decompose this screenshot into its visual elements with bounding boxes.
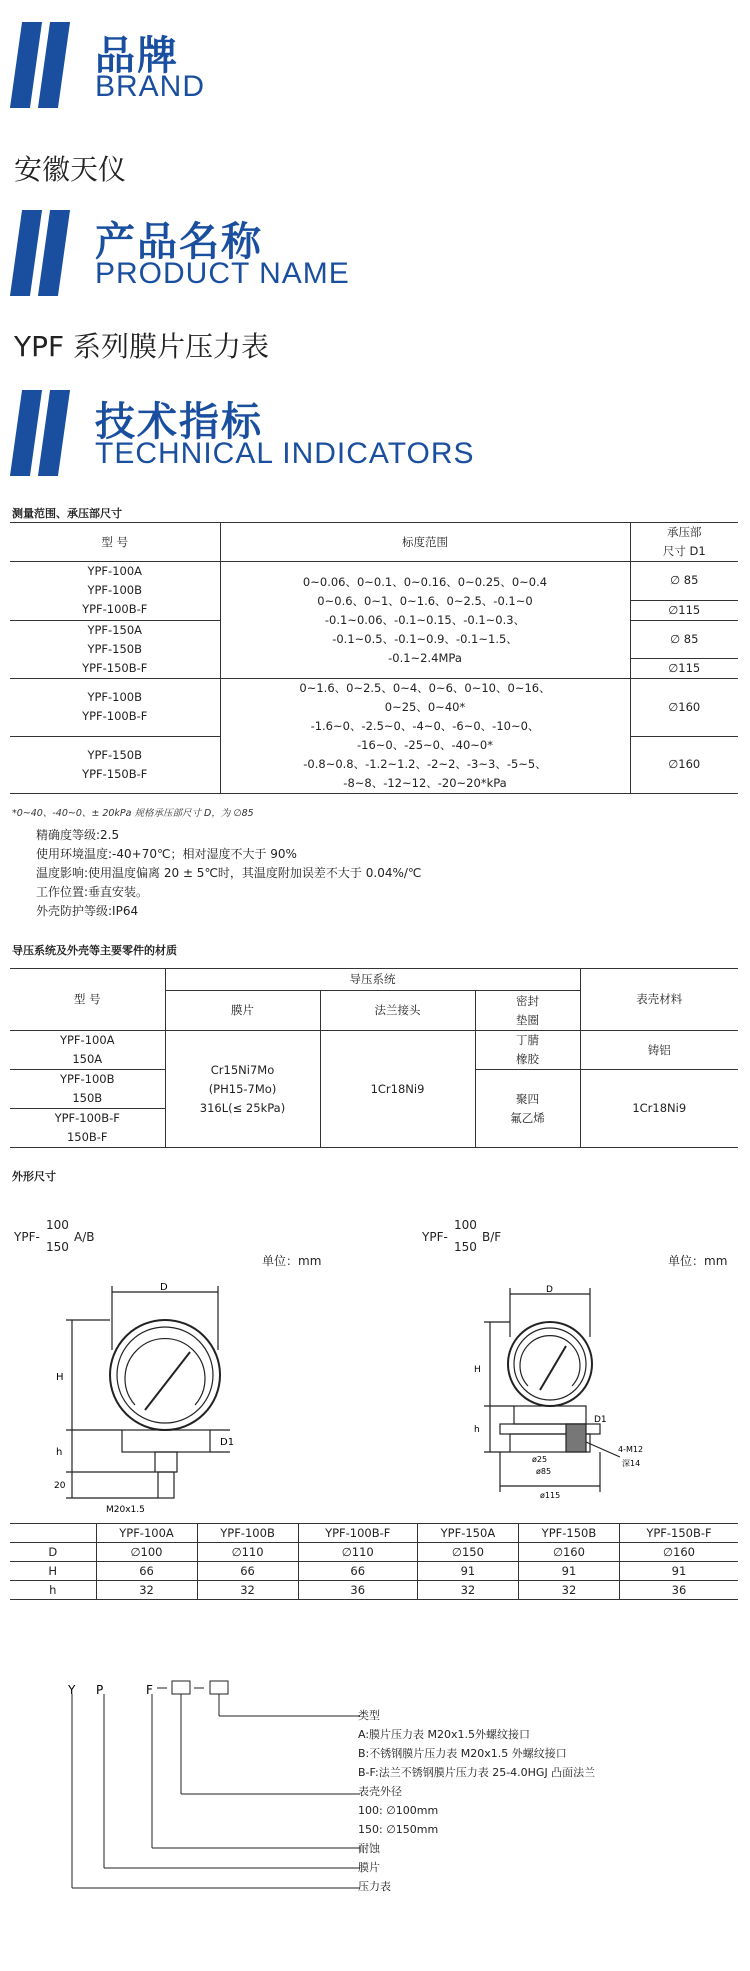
mat-case1: 铸铝 <box>580 1031 738 1070</box>
dim-col-header: YPF-150A <box>417 1524 518 1543</box>
range-table <box>10 522 738 794</box>
mat-case2: 1Cr18Ni9 <box>580 1070 738 1148</box>
d1-cell: ∅115 <box>630 659 738 679</box>
right-gauge-drawing <box>470 1282 660 1512</box>
dim-col-header: YPF-100B <box>197 1524 298 1543</box>
product-title-en: PRODUCT NAME <box>95 257 350 290</box>
tech-title-zh: 技术指标 <box>95 399 263 445</box>
spec-ip: 外壳防护等级:IP64 <box>36 904 139 918</box>
range-cell-2: 0~1.6、0~2.5、0~4、0~6、0~10、0~16、 0~25、0~40* -1.6~0、-2.5~0、-4~0、-6~0、-10~0、 -16~0、-25~0、-40~0* -0.8~0.8、-1.2~1.2、-2~2、-3~3、-5~5、 -8~8、-12~12、-20~20*kPa <box>220 679 630 794</box>
model-cell: YPF-150A <box>10 620 220 640</box>
mat-hdr-case: 表壳材料 <box>580 969 738 1031</box>
dim-label: D <box>546 1285 553 1295</box>
mat-diaphragm: Cr15Ni7Mo (PH15-7Mo) 316L(≤ 25kPa) <box>165 1031 320 1148</box>
spec-temp-effect: 温度影响:使用温度偏离 20 ± 5℃时，其温度附加误差不大于 0.04%/℃ <box>36 866 422 880</box>
dim-row-H: H 66 66 66 91 91 91 <box>10 1562 738 1581</box>
left-gauge-drawing <box>50 1280 280 1520</box>
brand-header-bars <box>12 22 70 108</box>
model-cell: YPF-100B YPF-100B-F <box>10 679 220 737</box>
dim-label: 20 <box>54 1481 66 1491</box>
tech-header-bars <box>12 390 70 476</box>
dim-col-header: YPF-150B-F <box>620 1524 739 1543</box>
dim-label: D <box>160 1282 168 1293</box>
mat-seal1: 丁腈 橡胶 <box>475 1031 580 1070</box>
dim-row-h: h 32 32 36 32 32 36 <box>10 1581 738 1600</box>
product-header-bars <box>12 210 70 296</box>
mat-model: YPF-100B-F <box>10 1109 165 1129</box>
range-note: *0~40、-40~0、± 20kPa 规格承压部尺寸 D，为 ∅85 <box>12 808 254 819</box>
d1-cell: ∅160 <box>630 679 738 737</box>
material-section-title: 导压系统及外壳等主要零件的材质 <box>12 944 177 957</box>
hdr-d1: 承压部 尺寸 D1 <box>630 523 738 562</box>
spec-list <box>36 826 421 921</box>
dim-label: 4-M12 <box>618 1445 644 1454</box>
dimension-section-title: 外形尺寸 <box>12 1170 56 1183</box>
mat-model: YPF-100B <box>10 1070 165 1090</box>
mat-hdr-model: 型 号 <box>10 969 165 1031</box>
dim-label: H <box>56 1372 64 1383</box>
spec-temp: 使用环境温度:-40+70℃；相对湿度不大于 90% <box>36 847 297 861</box>
d1-cell: ∅115 <box>630 600 738 620</box>
model-cell: YPF-100B <box>87 583 143 597</box>
tech-title-en: TECHNICAL INDICATORS <box>95 437 475 470</box>
model-cell: YPF-150B <box>87 641 143 656</box>
mat-hdr-seal: 密封 垫圈 <box>475 991 580 1031</box>
code-letter: P <box>96 1683 104 1697</box>
dim-label: ø115 <box>540 1491 561 1500</box>
brand-value: 安徽天仪 <box>14 153 127 186</box>
mat-model: 150B-F <box>66 1130 108 1144</box>
range-cell-1: 0~0.06、0~0.1、0~0.16、0~0.25、0~0.4 0~0.6、0~1、0~1.6、0~2.5、-0.1~0 -0.1~0.06、-0.1~0.15、-0.1~0.3、 -0.1~0.5、-0.1~0.9、-0.1~1.5、 -0.1~2.4MPa <box>220 562 630 679</box>
model-cell: YPF-100B-F <box>82 602 148 617</box>
dim-label: h <box>56 1447 63 1458</box>
dim-label: H <box>474 1365 481 1375</box>
d1-cell: ∅160 <box>630 736 738 794</box>
mat-seal2: 聚四 氟乙烯 <box>475 1070 580 1148</box>
mat-hdr-diaphragm: 膜片 <box>165 991 320 1031</box>
model-code-diagram <box>60 1668 380 1928</box>
dim-label: D1 <box>220 1437 235 1448</box>
mat-model: YPF-100A <box>10 1031 165 1051</box>
mat-hdr-system: 导压系统 <box>165 969 580 991</box>
product-value: YPF 系列膜片压力表 <box>14 330 269 363</box>
dim-label: ø25 <box>532 1455 548 1464</box>
dim-label: h <box>474 1425 480 1435</box>
product-title-zh: 产品名称 <box>95 219 263 265</box>
range-section-title: 测量范围、承压部尺寸 <box>12 507 122 520</box>
mat-flange: 1Cr18Ni9 <box>320 1031 475 1148</box>
material-table <box>10 968 738 1148</box>
dim-label: 深14 <box>622 1459 641 1468</box>
brand-title-zh: 品牌 <box>95 33 179 79</box>
dim-col-header: YPF-150B <box>518 1524 619 1543</box>
mat-hdr-flange: 法兰接头 <box>320 991 475 1031</box>
code-legend: 类型 A:膜片压力表 M20x1.5外螺纹接口 B:不锈钢膜片压力表 M20x1.5 外螺纹接口 B-F:法兰不锈钢膜片压力表 25-4.0HGJ 凸面法兰 表壳外径 100: ∅100mm 150: ∅150mm 耐蚀 膜片 压力表 <box>358 1709 596 1893</box>
model-cell: YPF-150B YPF-150B-F <box>10 736 220 794</box>
d1-cell: ∅ 85 <box>630 562 738 601</box>
brand-title-en: BRAND <box>95 70 206 103</box>
dim-label: M20x1.5 <box>106 1505 145 1515</box>
spec-accuracy: 精确度等级:2.5 <box>36 828 120 842</box>
dim-label: ø85 <box>536 1467 552 1476</box>
model-cell: YPF-150B-F <box>82 660 148 675</box>
mat-model: 150A <box>72 1052 103 1066</box>
dim-label: D1 <box>594 1415 607 1425</box>
hdr-range: 标度范围 <box>220 523 630 562</box>
unit-left: 单位：mm <box>262 1254 322 1268</box>
spec-position: 工作位置:垂直安装。 <box>36 885 149 899</box>
model-cell: YPF-100A <box>10 562 220 582</box>
dimension-table <box>10 1523 738 1600</box>
mat-model: 150B <box>72 1091 103 1105</box>
unit-right: 单位：mm <box>668 1254 728 1268</box>
dim-row-D: D ∅100 ∅110 ∅110 ∅150 ∅160 ∅160 <box>10 1543 738 1562</box>
dim-col-header: YPF-100A <box>96 1524 197 1543</box>
hdr-model: 型 号 <box>10 523 220 562</box>
dim-corner <box>10 1524 96 1543</box>
d1-cell: ∅ 85 <box>630 620 738 659</box>
code-letter: Y <box>68 1683 76 1697</box>
code-letter: F <box>146 1683 153 1697</box>
dim-col-header: YPF-100B-F <box>298 1524 417 1543</box>
